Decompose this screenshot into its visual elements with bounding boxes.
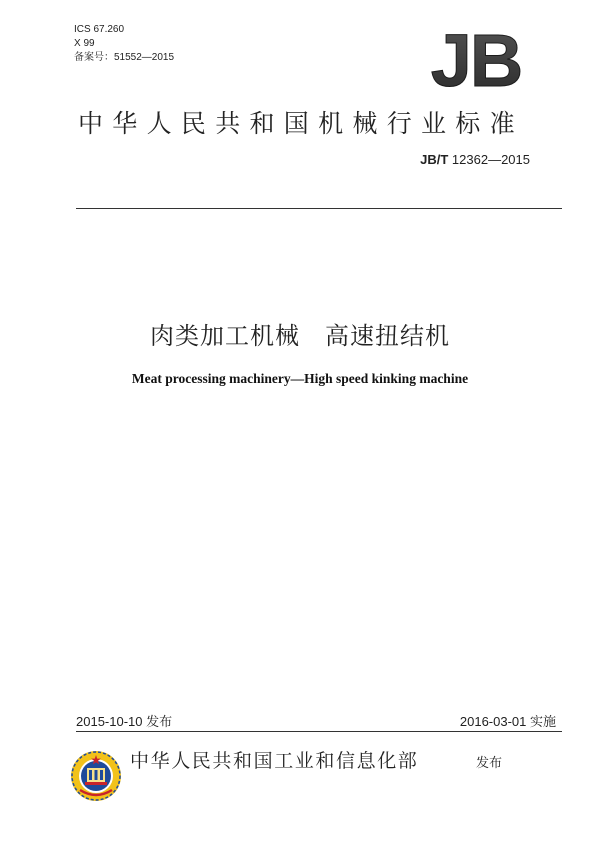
standard-code-prefix: JB/T [420, 152, 449, 167]
classification-code: X 99 [74, 38, 95, 49]
jb-logo-text: JB [430, 26, 522, 92]
publisher-action: 发布 [476, 756, 503, 771]
ics-code: ICS 67.260 [74, 24, 125, 35]
top-divider [76, 208, 562, 209]
standard-code-number: 12362—2015 [448, 152, 530, 167]
chinese-title: 肉类加工机械 高速扭结机 [150, 322, 450, 350]
issue-date: 2015-10-10 发布 [76, 714, 173, 729]
english-title: Meat processing machinery—High speed kinking machine [131, 371, 469, 386]
implementation-date: 2016-03-01 实施 [459, 714, 556, 729]
bottom-divider [76, 731, 562, 732]
ministry-emblem-icon [70, 750, 122, 802]
standard-number [420, 152, 530, 167]
industry-standard-title: 中华人民共和国机械行业标准 [78, 109, 524, 138]
jb-logo-icon [420, 26, 532, 92]
record-number: 备案号：51552—2015 [74, 52, 175, 63]
publisher-name: 中华人民共和国工业和信息化部 [130, 750, 419, 772]
